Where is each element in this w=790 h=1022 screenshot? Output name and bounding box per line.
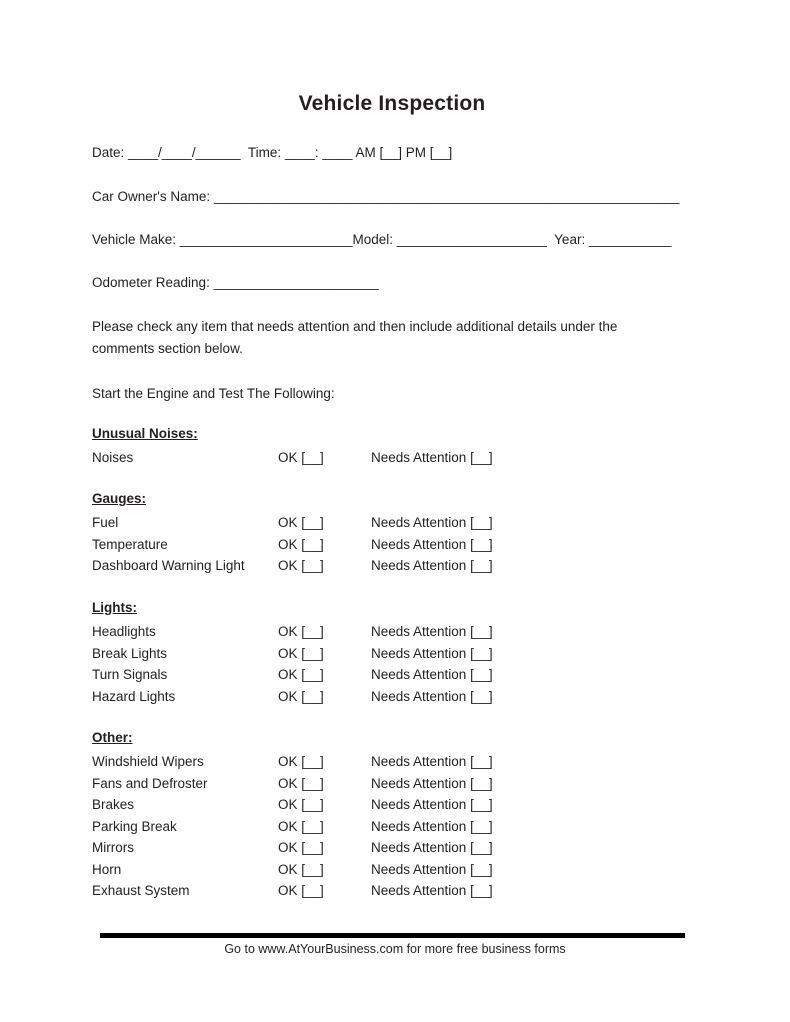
- section-title: Other:: [92, 730, 133, 745]
- checklist-item-label: Dashboard Warning Light: [92, 558, 245, 573]
- checklist-item-label: Windshield Wipers: [92, 754, 204, 769]
- checklist-row: [92, 751, 692, 773]
- needs-attention-checkbox[interactable]: Needs Attention [__]: [371, 818, 493, 834]
- footer-divider: [100, 933, 685, 938]
- ok-checkbox[interactable]: OK [__]: [278, 688, 324, 704]
- checklist-row: [92, 447, 692, 469]
- ok-checkbox[interactable]: OK [__]: [278, 883, 324, 898]
- needs-attention-checkbox[interactable]: Needs Attention [__]: [371, 536, 493, 552]
- section-title: Unusual Noises:: [92, 426, 198, 441]
- ok-checkbox[interactable]: OK [__]: [278, 645, 324, 661]
- needs-attention-checkbox[interactable]: Needs Attention [__]: [371, 515, 493, 530]
- needs-attention-checkbox[interactable]: Needs Attention [__]: [371, 840, 493, 855]
- instructions-paragraph: Please check any item that needs attention and then include additional details under the comments section below.: [92, 319, 618, 356]
- checklist-row: [92, 621, 692, 643]
- checklist-item-label: Temperature: [92, 536, 168, 552]
- ok-checkbox[interactable]: OK [__]: [278, 775, 324, 791]
- checklist-item-label: Mirrors: [92, 840, 134, 855]
- checklist-item-label: Turn Signals: [92, 667, 168, 682]
- checklist-row: [92, 794, 692, 816]
- ok-checkbox[interactable]: OK [__]: [278, 536, 324, 552]
- vehicle-make-model-year-field-line[interactable]: Vehicle Make: _______________________Model: ____________________ Year: ___________: [92, 232, 672, 247]
- checklist-row: [92, 686, 692, 708]
- ok-checkbox[interactable]: OK [__]: [278, 818, 324, 834]
- odometer-field-line[interactable]: Odometer Reading: ______________________: [92, 275, 379, 290]
- checklist-row: [92, 880, 692, 902]
- checklist-row: [92, 534, 692, 556]
- checklist-item-label: Fans and Defroster: [92, 775, 208, 791]
- checklist-row: [92, 859, 692, 881]
- footer-attribution: Go to www.AtYourBusiness.com for more free business forms: [224, 942, 566, 956]
- checklist-item-label: Fuel: [92, 515, 119, 530]
- needs-attention-checkbox[interactable]: Needs Attention [__]: [371, 688, 493, 704]
- ok-checkbox[interactable]: OK [__]: [278, 861, 324, 877]
- checklist-item-label: Exhaust System: [92, 883, 190, 898]
- checklist-item-label: Hazard Lights: [92, 688, 176, 704]
- needs-attention-checkbox[interactable]: Needs Attention [__]: [371, 624, 493, 639]
- section-gauges: [92, 491, 692, 577]
- needs-attention-checkbox[interactable]: Needs Attention [__]: [371, 775, 493, 791]
- ok-checkbox[interactable]: OK [__]: [278, 840, 324, 855]
- owner-name-field-line[interactable]: Car Owner's Name: ______________________________________________________________: [92, 189, 680, 204]
- ok-checkbox[interactable]: OK [__]: [278, 754, 324, 769]
- ok-checkbox[interactable]: OK [__]: [278, 624, 324, 639]
- checklist-row: [92, 816, 692, 838]
- checklist-item-label: Horn: [92, 861, 122, 877]
- ok-checkbox[interactable]: OK [__]: [278, 558, 324, 573]
- ok-checkbox[interactable]: OK [__]: [278, 667, 324, 682]
- checklist-item-label: Brakes: [92, 797, 135, 812]
- section-title: Gauges:: [92, 491, 147, 506]
- section-unusual-noises: [92, 426, 692, 469]
- checklist-item-label: Noises: [92, 450, 134, 465]
- ok-checkbox[interactable]: OK [__]: [278, 450, 324, 465]
- ok-checkbox[interactable]: OK [__]: [278, 797, 324, 812]
- checklist-row: [92, 512, 692, 534]
- needs-attention-checkbox[interactable]: Needs Attention [__]: [371, 645, 493, 661]
- needs-attention-checkbox[interactable]: Needs Attention [__]: [371, 450, 493, 465]
- needs-attention-checkbox[interactable]: Needs Attention [__]: [371, 754, 493, 769]
- ok-checkbox[interactable]: OK [__]: [278, 515, 324, 530]
- checklist-item-label: Headlights: [92, 624, 156, 639]
- checklist-item-label: Break Lights: [92, 645, 168, 661]
- checklist-row: [92, 664, 692, 686]
- page-title: Vehicle Inspection: [298, 92, 486, 115]
- needs-attention-checkbox[interactable]: Needs Attention [__]: [371, 797, 493, 812]
- section-other: [92, 730, 692, 902]
- checklist-row: [92, 837, 692, 859]
- needs-attention-checkbox[interactable]: Needs Attention [__]: [371, 861, 493, 877]
- needs-attention-checkbox[interactable]: Needs Attention [__]: [371, 558, 493, 573]
- checklist-row: [92, 773, 692, 795]
- needs-attention-checkbox[interactable]: Needs Attention [__]: [371, 883, 493, 898]
- needs-attention-checkbox[interactable]: Needs Attention [__]: [371, 667, 493, 682]
- checklist-item-label: Parking Break: [92, 818, 177, 834]
- section-lights: [92, 600, 692, 707]
- checklist-row: [92, 555, 692, 577]
- checklist-row: [92, 643, 692, 665]
- section-title: Lights:: [92, 600, 137, 615]
- start-engine-paragraph: Start the Engine and Test The Following:: [92, 386, 335, 401]
- date-time-field-line[interactable]: Date: ____/____/______ Time: ____: ____ AM [__] PM [__]: [92, 145, 453, 160]
